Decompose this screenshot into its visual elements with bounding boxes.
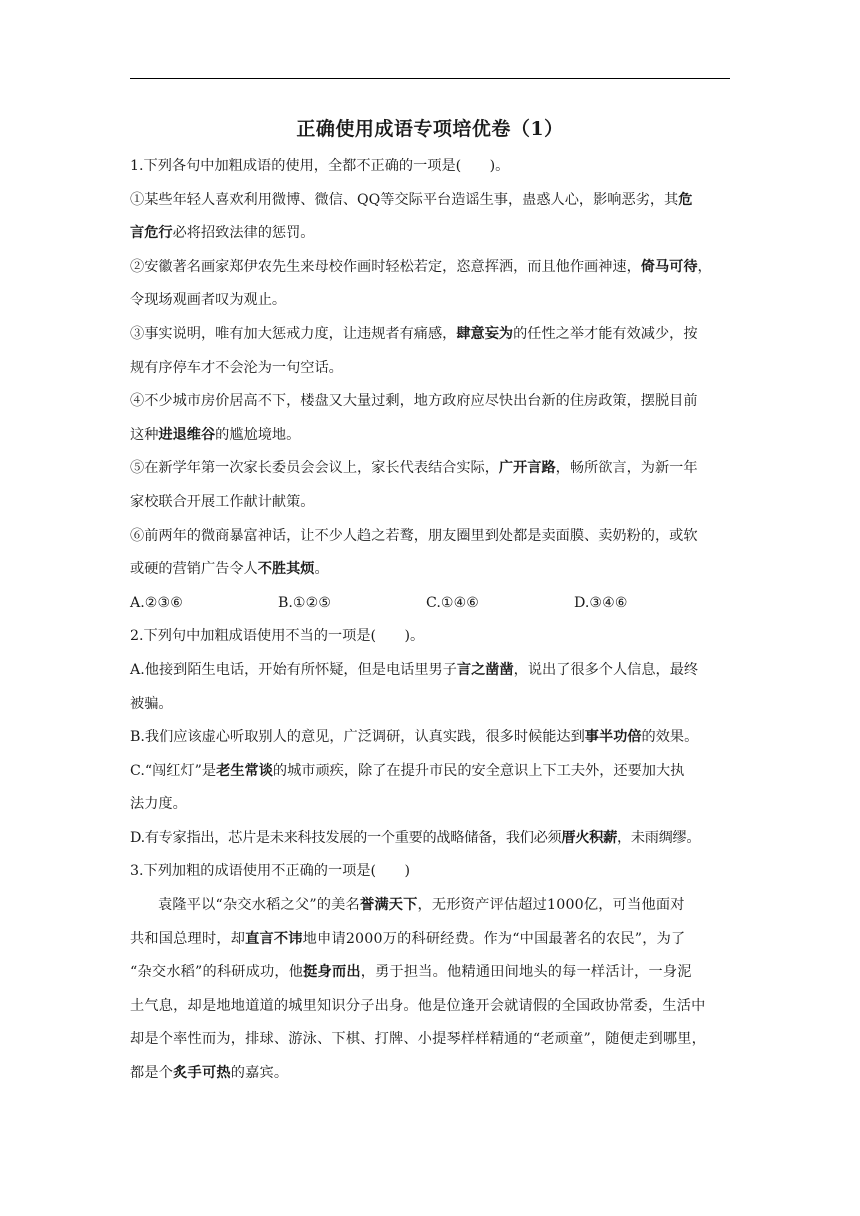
q2-option-a-line-2: 被骗。 (130, 695, 173, 712)
bold-idiom: 危 (678, 191, 693, 208)
passage-line-3: “杂交水稻”的科研成功，他挺身而出，勇于担当。他精通田间地头的每一样活计，一身泥 (130, 964, 692, 981)
q1-sentence-2-line-2: 令现场观画者叹为观止。 (130, 292, 287, 309)
bold-idiom: 进退维谷 (158, 426, 216, 443)
question-2-stem: 2.下列句中加粗成语使用不当的一项是( )。 (130, 628, 425, 645)
bold-idiom: 言危行 (130, 225, 173, 242)
bold-idiom: 炙手可热 (173, 1065, 231, 1082)
bold-idiom: 挺身而出 (303, 964, 361, 981)
q1-sentence-5-line-1: ⑤在新学年第一次家长委员会会议上，家长代表结合实际，广开言路，畅所欲言，为新一年 (130, 460, 698, 477)
q1-options (130, 587, 732, 621)
bold-idiom: 肆意妄为 (456, 325, 514, 342)
q1-sentence-2-line-1: ②安徽著名画家郑伊农先生来母校作画时轻松若定，恣意挥洒，而且他作画神速，倚马可待， (130, 258, 712, 275)
q1-sentence-3-line-1: ③事实说明，唯有加大惩戒力度，让违规者有痛感，肆意妄为的任性之举才能有效减少，按 (130, 325, 698, 342)
bold-idiom: 誉满天下 (359, 897, 418, 914)
passage-line-1: 袁隆平以“杂交水稻之父”的美名誉满天下，无形资产评估超过1000亿，可当他面对 (158, 897, 685, 914)
question-1-stem: 1.下列各句中加粗成语的使用，全都不正确的一项是( )。 (130, 158, 510, 174)
q2-option-b[interactable]: B.我们应该虚心听取别人的意见，广泛调研，认真实践，很多时候能达到事半功倍的效果。 (130, 729, 699, 746)
q3-passage (130, 889, 732, 1091)
bold-idiom: 直言不讳 (245, 930, 303, 947)
q1-sentence-5-line-2: 家校联合开展工作献计献策。 (130, 493, 315, 510)
q2-option-c-line-1[interactable]: C.“闯红灯”是老生常谈的城市顽疾，除了在提升市民的安全意识上下工夫外，还要加大执 (130, 762, 685, 779)
q1-sentence-1-line-2: 言危行必将招致法律的惩罚。 (130, 225, 315, 242)
option-d[interactable]: D.③④⑥ (574, 594, 628, 611)
question-3-stem: 3.下列加粗的成语使用不正确的一项是( ) (130, 863, 410, 880)
passage-line-6: 都是个炙手可热的嘉宾。 (130, 1065, 289, 1082)
page-title: 正确使用成语专项培优卷（1） (296, 118, 564, 140)
bold-idiom: 广开言路 (498, 460, 556, 477)
bold-idiom: 事半功倍 (584, 729, 642, 746)
q1-sentence-6-line-2: 或硬的营销广告令人不胜其烦。 (130, 561, 329, 578)
q1-sentence-4-line-1: ④不少城市房价居高不下，楼盘又大量过剩，地方政府应尽快出台新的住房政策，摆脱目前 (130, 393, 698, 410)
option-a[interactable]: A.②③⑥ (130, 594, 183, 611)
bold-idiom: 厝火积薪 (561, 829, 617, 846)
q1-sentence-3-line-2: 规有序停车才不会沦为一句空话。 (130, 359, 343, 376)
bold-idiom: 老生常谈 (216, 762, 273, 779)
header-rule (130, 78, 730, 79)
passage-line-5: 却是个率性而为，排球、游泳、下棋、打牌、小提琴样样精通的“老顽童”，随便走到哪里， (130, 1031, 707, 1048)
q2-option-a-line-1[interactable]: A.他接到陌生电话，开始有所怀疑，但是电话里男子言之凿凿，说出了很多个人信息，最终 (130, 661, 699, 678)
q2-option-c-line-2: 法力度。 (130, 796, 187, 813)
q2-option-d[interactable]: D.有专家指出，芯片是未来科技发展的一个重要的战略储备，我们必须厝火积薪，未雨绸缪。 (130, 829, 701, 846)
bold-idiom: 倚马可待 (640, 258, 698, 275)
passage-line-2: 共和国总理时，却直言不讳地申请2000万的科研经费。作为“中国最著名的农民”，为了 (130, 930, 686, 947)
q1-sentence-6-line-1: ⑥前两年的微商暴富神话，让不少人趋之若鹜，朋友圈里到处都是卖面膜、卖奶粉的，或软 (130, 527, 698, 544)
q1-sentence-4-line-2: 这种进退维谷的尴尬境地。 (130, 426, 301, 443)
option-c[interactable]: C.①④⑥ (426, 594, 480, 611)
document-body (130, 150, 732, 1091)
bold-idiom: 不胜其烦 (257, 561, 315, 578)
option-b[interactable]: B.①②⑤ (278, 594, 332, 611)
q1-sentence-1-line-1: ①某些年轻人喜欢利用微博、微信、QQ等交际平台造谣生事，蛊惑人心，影响恶劣，其危 (130, 191, 693, 208)
passage-line-4: 土气息，却是地地道道的城里知识分子出身。他是位逢开会就请假的全国政协常委，生活中 (130, 997, 706, 1014)
bold-idiom: 言之凿凿 (456, 661, 514, 678)
